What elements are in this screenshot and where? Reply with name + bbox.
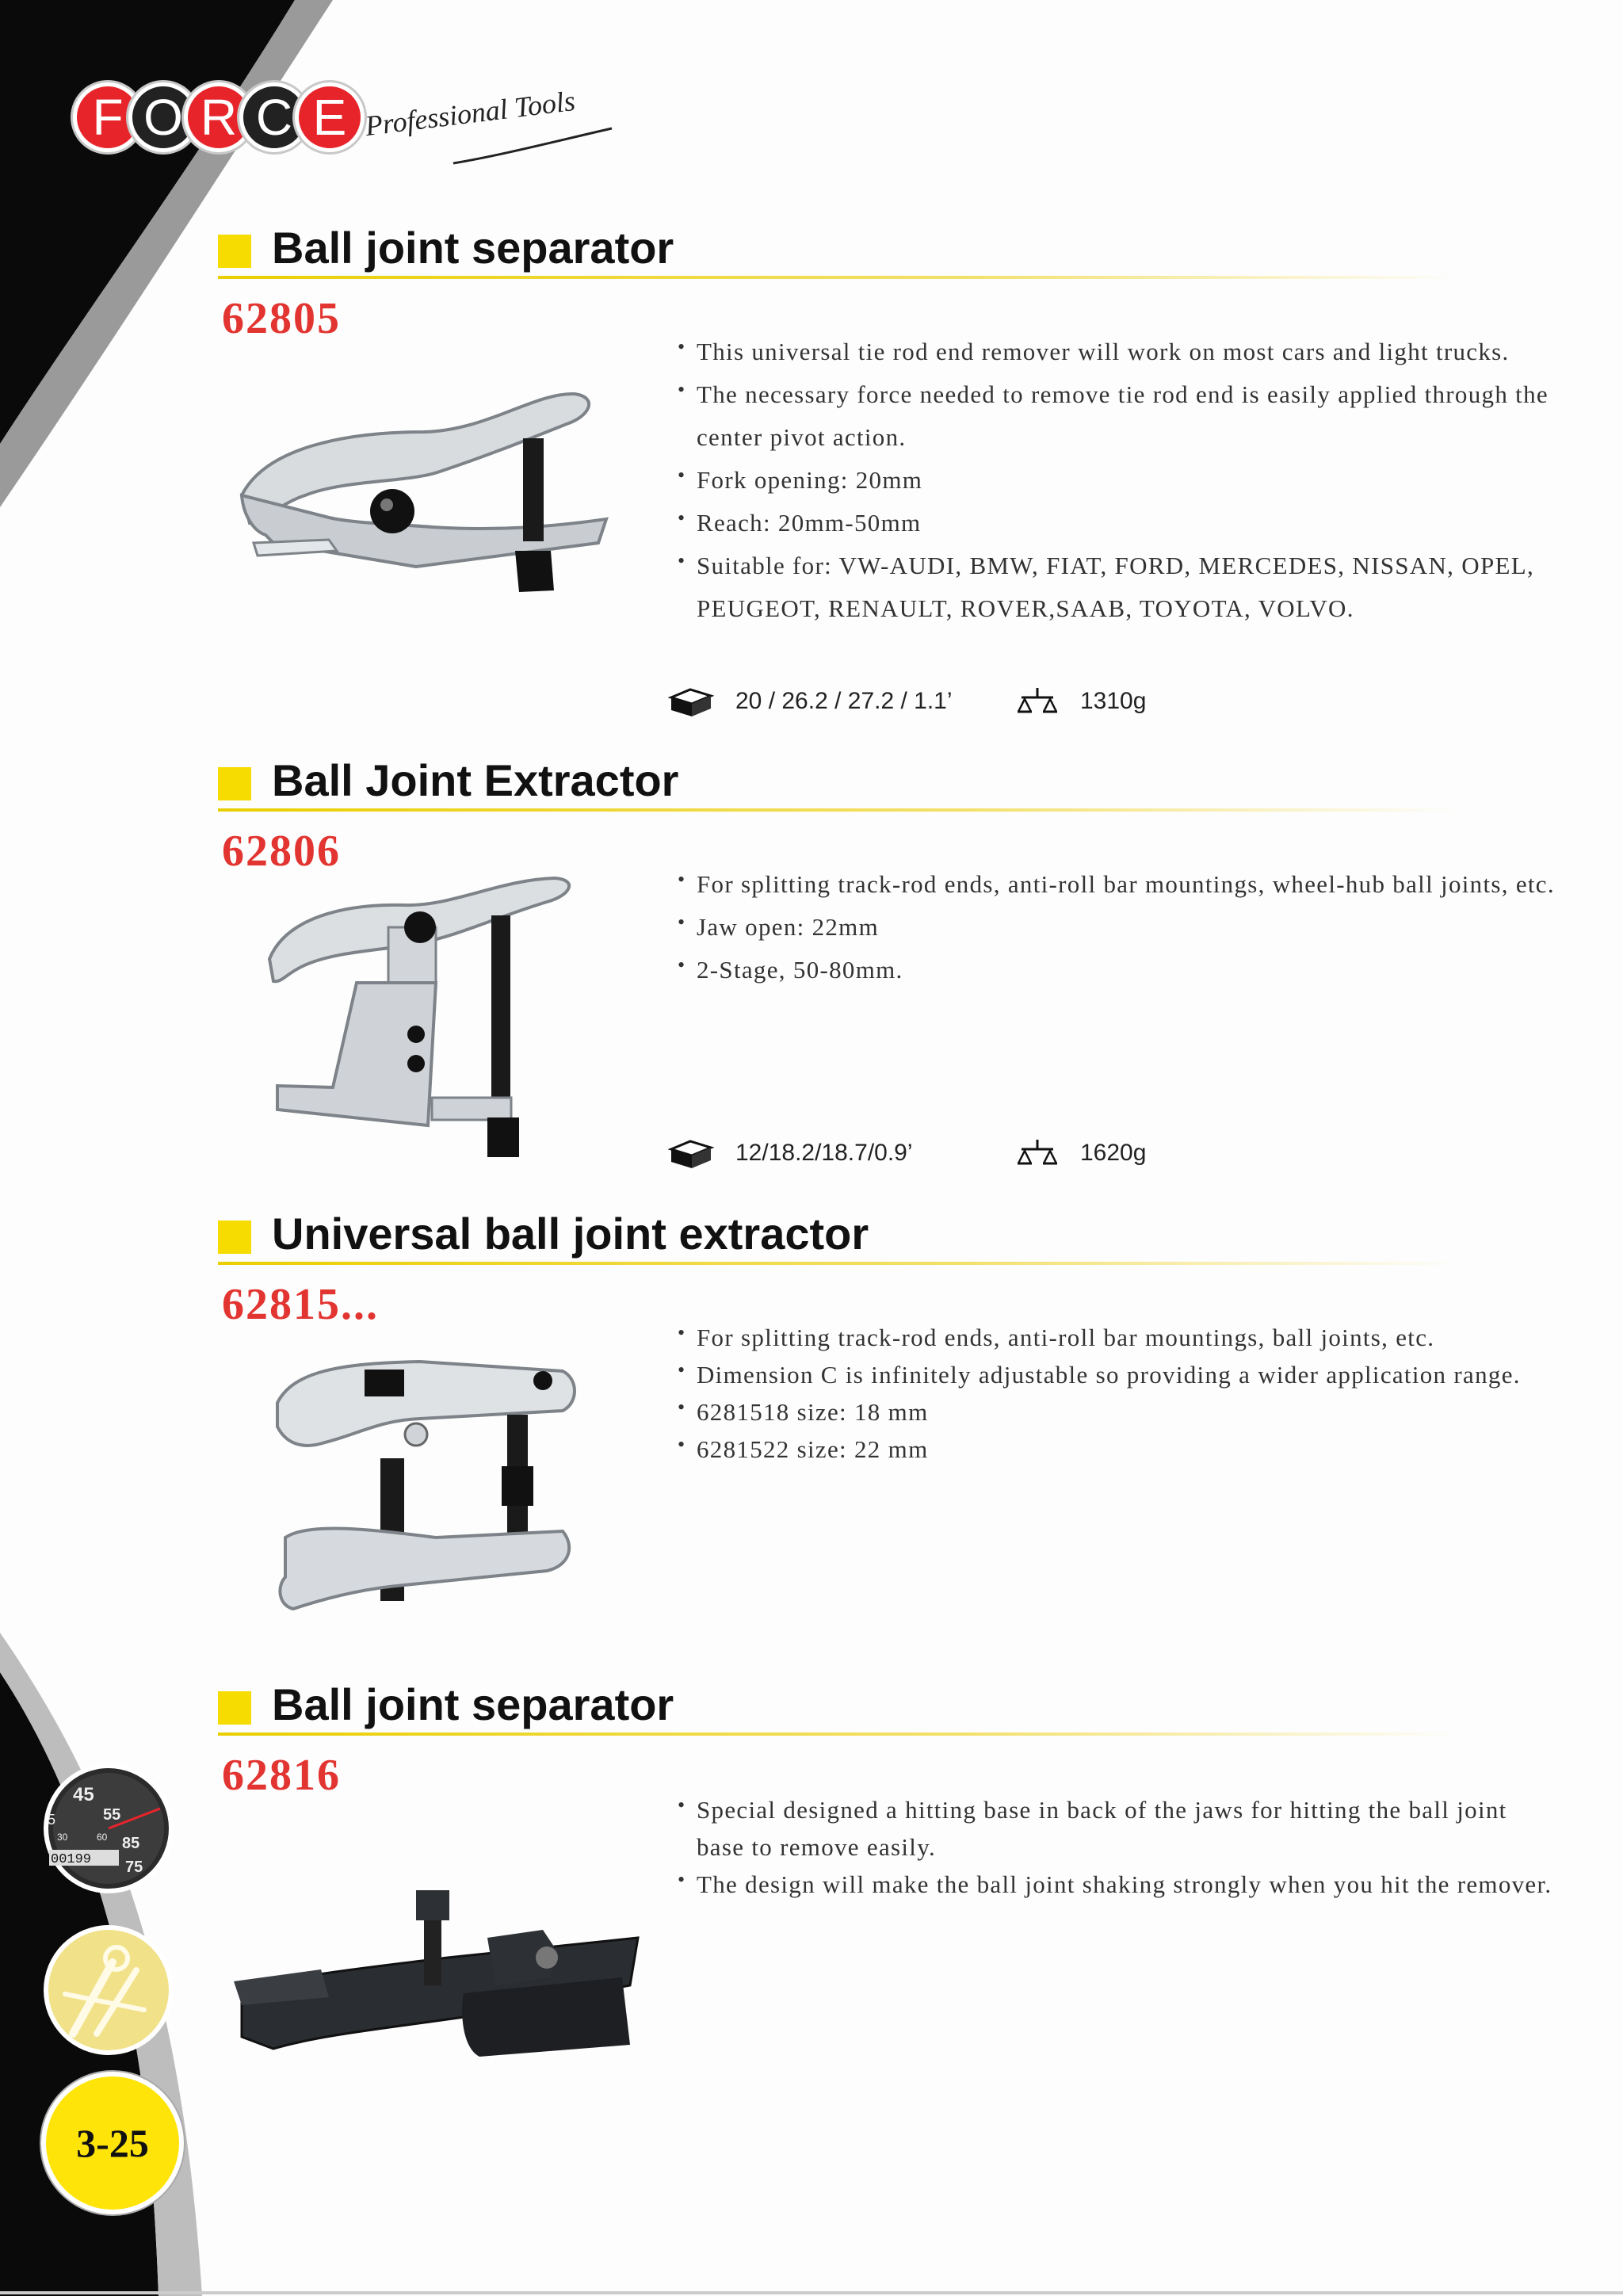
section-marker xyxy=(218,235,251,268)
product-code: 62816 xyxy=(222,1751,341,1800)
feature-item: • For splitting track-rod ends, anti-roll bar mountings, ball joints, etc. xyxy=(678,1319,1557,1356)
feature-item: • 2-Stage, 50-80mm. xyxy=(678,949,1557,991)
section-title-text: Ball joint separator xyxy=(272,223,674,273)
feature-item: • For splitting track-rod ends, anti-roll bar mountings, wheel-hub ball joints, etc. xyxy=(678,863,1557,906)
spec-row xyxy=(668,683,1381,723)
logo-letter: O xyxy=(128,82,198,152)
scale-icon xyxy=(1017,685,1058,720)
product-code: 62815... xyxy=(222,1280,379,1329)
logo-letter: E xyxy=(295,82,365,152)
feature-item: • The necessary force needed to remove tie rod end is easily applied through the center pivot action. xyxy=(678,373,1557,459)
spec-row xyxy=(668,1135,1381,1175)
box-icon xyxy=(668,1138,714,1170)
product-code: 62806 xyxy=(222,827,341,876)
section-rule xyxy=(218,1733,1458,1736)
feature-list xyxy=(678,863,1557,991)
page-number-badge xyxy=(41,2072,184,2214)
product-weight: 1620g xyxy=(1080,1140,1147,1166)
section-marker xyxy=(218,767,251,800)
feature-list xyxy=(678,1319,1557,1468)
ball-joint-extractor-image xyxy=(262,872,579,1173)
feature-item: • Special designed a hitting base in back of the jaws for hitting the ball joint base to remove easily. xyxy=(678,1791,1557,1866)
odometer-reading: 00199 xyxy=(51,1852,92,1867)
gauge-number: 30 xyxy=(57,1832,68,1843)
section-rule xyxy=(218,276,1458,279)
ball-joint-separator-image xyxy=(234,384,614,638)
tagline-swoosh-icon xyxy=(445,124,620,171)
gauge-number: 75 xyxy=(125,1859,143,1876)
feature-item: • The design will make the ball joint shaking strongly when you hit the remover. xyxy=(678,1866,1557,1903)
section-rule xyxy=(218,808,1458,812)
page-number: 3-25 xyxy=(76,2121,149,2165)
feature-list xyxy=(678,330,1557,630)
gauge-number: 55 xyxy=(103,1806,121,1824)
brand-tagline: Professional Tools xyxy=(363,84,577,143)
section-title-text: Ball Joint Extractor xyxy=(272,755,679,805)
product-code: 62805 xyxy=(222,294,341,343)
box-icon xyxy=(668,686,714,718)
feature-list xyxy=(678,1791,1557,1903)
gauge-number: 85 xyxy=(122,1835,140,1852)
section-marker xyxy=(218,1221,251,1254)
feature-item: • Suitable for: VW-AUDI, BMW, FIAT, FORD, MERCEDES, NISSAN, OPEL, PEUGEOT, RENAULT, ROVER,SAAB, TOYOTA, VOLVO. xyxy=(678,544,1557,630)
logo-letter: R xyxy=(184,82,254,152)
universal-ball-joint-extractor-image xyxy=(262,1347,586,1633)
scale-icon xyxy=(1017,1137,1058,1171)
section-title-text: Ball joint separator xyxy=(272,1679,674,1729)
feature-item: • Dimension C is infinitely adjustable so providing a wider application range. xyxy=(678,1356,1557,1393)
gauge-number: 45 xyxy=(73,1784,94,1805)
speedometer-icon xyxy=(41,1761,176,1896)
feature-item: • This universal tie rod end remover will work on most cars and light trucks. xyxy=(678,330,1557,373)
feature-item: • Jaw open: 22mm xyxy=(678,906,1557,949)
section-title-text: Universal ball joint extractor xyxy=(272,1209,869,1259)
section-rule xyxy=(218,1262,1458,1265)
gauge-number: 60 xyxy=(97,1832,108,1843)
product-weight: 1310g xyxy=(1080,688,1147,714)
ball-joint-separator-black-image xyxy=(226,1859,646,2073)
logo-letter: C xyxy=(239,82,309,152)
feature-item: • Reach: 20mm-50mm xyxy=(678,502,1557,544)
gauge-number: 5 xyxy=(48,1812,56,1828)
package-dimensions: 20 / 26.2 / 27.2 / 1.1’ xyxy=(735,688,953,714)
package-dimensions: 12/18.2/18.7/0.9’ xyxy=(735,1140,913,1166)
brand-logo xyxy=(73,82,577,154)
feature-item: • 6281522 size: 22 mm xyxy=(678,1431,1557,1468)
logo-letter: F xyxy=(73,82,143,152)
feature-item: • Fork opening: 20mm xyxy=(678,459,1557,502)
tools-badge-icon xyxy=(41,1923,176,2057)
feature-item: • 6281518 size: 18 mm xyxy=(678,1393,1557,1431)
section-marker xyxy=(218,1691,251,1725)
